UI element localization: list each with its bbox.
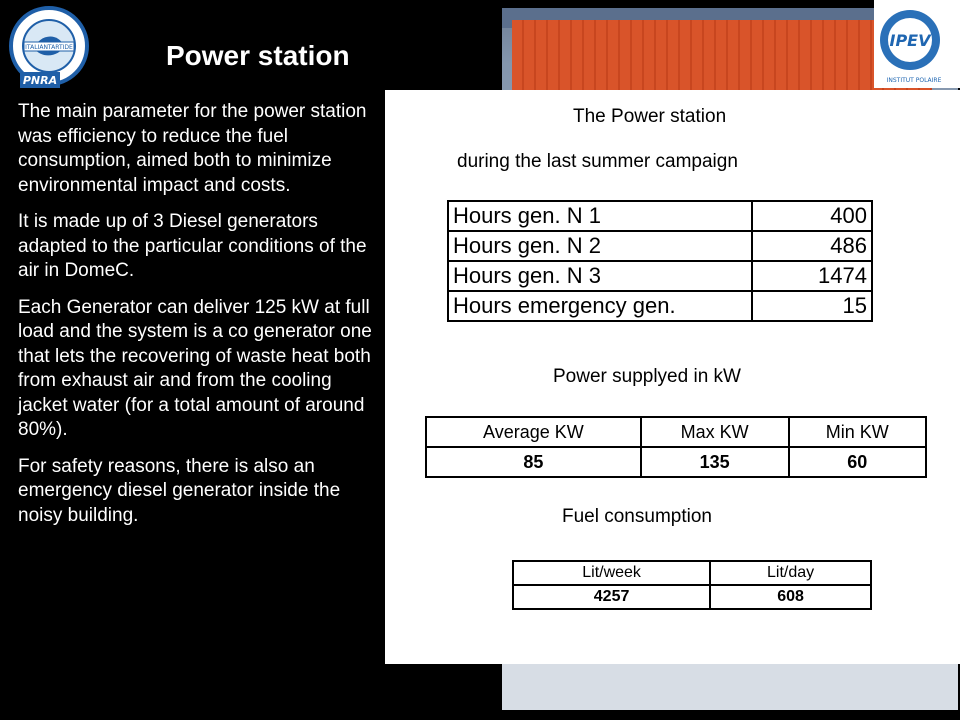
ipev-logo — [874, 0, 960, 88]
table-row — [426, 447, 926, 477]
photo-building — [512, 20, 932, 90]
table-row — [448, 291, 872, 321]
table-row — [448, 201, 872, 231]
pnra-logo-sub: ITALIANTARTIDE — [25, 44, 73, 51]
fuel-heading: Fuel consumption — [562, 506, 712, 527]
hours-label: Hours gen. N 2 — [448, 231, 752, 261]
table-row — [513, 561, 871, 585]
body-text — [18, 100, 378, 540]
pnra-logo-text: PNRA — [22, 74, 58, 87]
hours-value: 15 — [752, 291, 872, 321]
hours-value: 1474 — [752, 261, 872, 291]
paragraph-safety: For safety reasons, there is also an emergency diesel generator inside the noisy building. — [18, 455, 341, 526]
fuel-header-day: Lit/day — [710, 561, 871, 585]
power-value-max: 135 — [641, 447, 789, 477]
hours-label: Hours emergency gen. — [448, 291, 752, 321]
power-value-min: 60 — [789, 447, 926, 477]
fuel-table — [512, 560, 872, 610]
table-row — [426, 417, 926, 447]
power-value-average: 85 — [426, 447, 641, 477]
data-panel — [385, 90, 960, 664]
power-table — [425, 416, 927, 478]
hours-label: Hours gen. N 3 — [448, 261, 752, 291]
fuel-value-day: 608 — [710, 585, 871, 609]
slide-title: Power station — [166, 40, 350, 71]
table-row — [448, 261, 872, 291]
table-row — [513, 585, 871, 609]
pnra-logo — [6, 6, 92, 92]
table-row — [448, 231, 872, 261]
panel-subheading: during the last summer campaign — [457, 151, 738, 172]
hours-value: 400 — [752, 201, 872, 231]
ipev-logo-text: IPEV — [889, 31, 931, 50]
paragraph-efficiency: The main parameter for the power station was efficiency to reduce the fuel consumption, aimed both to minimize environmental impact and costs. — [18, 101, 367, 196]
fuel-header-week: Lit/week — [513, 561, 710, 585]
power-heading: Power supplyed in kW — [553, 366, 741, 387]
power-header-average: Average KW — [426, 417, 641, 447]
panel-heading: The Power station — [573, 106, 727, 127]
paragraph-capacity: Each Generator can deliver 125 kW at full load and the system is a co generator one that lets the recovering of waste heat both from exhaust air and from the cooling jacket water (for a total amount of around 80%). — [18, 296, 372, 440]
power-header-min: Min KW — [789, 417, 926, 447]
paragraph-generators: It is made up of 3 Diesel generators adapted to the particular conditions of the air in DomeC. — [18, 211, 367, 281]
fuel-value-week: 4257 — [513, 585, 710, 609]
hours-label: Hours gen. N 1 — [448, 201, 752, 231]
hours-table — [447, 200, 873, 322]
hours-value: 486 — [752, 231, 872, 261]
ipev-logo-sub: INSTITUT POLAIRE — [886, 77, 942, 84]
power-header-max: Max KW — [641, 417, 789, 447]
